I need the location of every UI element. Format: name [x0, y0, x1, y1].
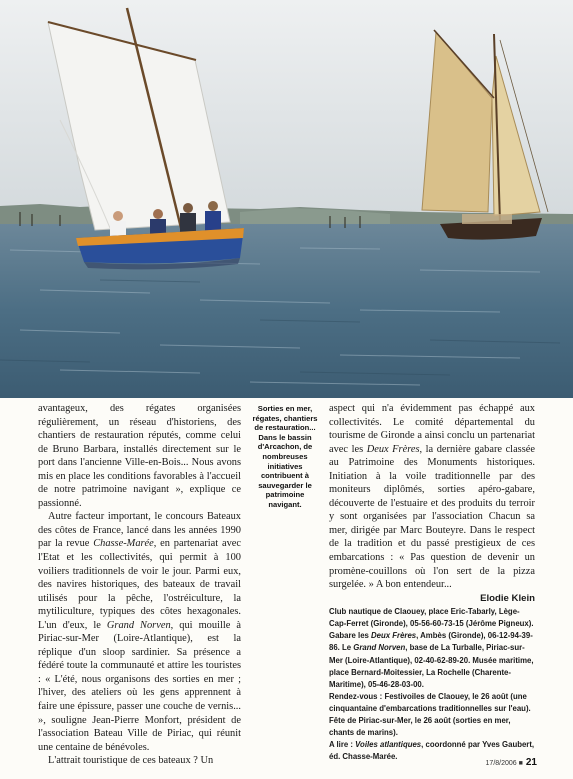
- info-line: Fête de Piriac-sur-Mer, le 26 août (sorties en mer, chants de marins).: [329, 716, 511, 738]
- photo-caption: Sorties en mer, régates, chantiers de restauration... Dans le bassin d'Arcachon, de nombreuses initiatives contribuent à sauvegarder le patrimoine navigant.: [252, 404, 318, 509]
- page-footer: 17/8/2006 ■ 21: [485, 757, 537, 768]
- info-line: Club nautique de Claouey, place Eric-Tabarly, Lège-Cap-Ferret (Gironde), 05-56-60-73-15 (Jérôme Pigneux).: [329, 607, 534, 629]
- article-column-1: [38, 402, 241, 768]
- paragraph: avantageux, des régates organisées régulièrement, un réseau d'historiens, des chantiers de restauration réputés, comme celui de Bruno Barbara, installés directement sur le port dans l'ancienne Ville-en-Bois... Nous avons mis en place les conditions favorables à l'accueil de notre patrimoine navigant », explique ce passionné.: [38, 403, 241, 509]
- article-column-2: [329, 402, 535, 763]
- issue-date: 17/8/2006: [485, 760, 517, 767]
- paragraph: L'attrait touristique de ces bateaux ? Un: [48, 755, 214, 767]
- author-signature: Elodie Klein: [480, 592, 535, 604]
- paragraph: aspect qui n'a évidemment pas échappé aux collectivités. Le comité départemental du tourisme de Gironde a ainsi conclu un partenariat avec les Deux Frères, la dernière gabare classée au Patrimoine des Monuments historiques. Initiation à la voile traditionnelle par des moniteurs diplômés, sorties apéro-gabare, découverte de l'estuaire et des produits du terroir y sont organisées par l'association Chacun sa mer, dirigée par Marc Bouteyre. Dans le respect de la tradition et du passé prestigieux de ces embarcations : « Pas question de devenir un promène-couillons où l'on sert de la pizza surgelée. » A bon entendeur...: [329, 403, 535, 591]
- page-number: 21: [525, 757, 537, 768]
- paragraph: Autre facteur important, le concours Bateaux des côtes de France, lancé dans les années 1990 par la revue Chasse-Marée, en partenariat avec l'Etat et les collectivités, qui permit à 100 voiliers traditionnels de voir le jour. Parmi eux, des navires historiques, des bateaux de travail utilisés pour la pêche, l'ostréiculture, la mytiliculture, typiques des côtes hexagonales. L'un d'eux, le Grand Norven, qui mouille à Piriac-sur-Mer (Loire-Atlantique), est la réplique d'un sloop sardinier. Sa présence a fédéré toute la communauté et attire les touristes : « L'été, nous organisons des sorties en mer ; l'hiver, des ateliers où les gens apprennent à faire une épissure, passer une couche de vernis... », souligne Jean-Pierre Monfort, président de l'association Bateau Ville de Piriac, qui réunit une centaine de bénévoles.: [38, 511, 241, 753]
- info-line: Gabare les Deux Frères, Ambès (Gironde), 06-12-94-39-86. Le Grand Norven, base de La Turballe, Piriac-sur-Mer (Loire-Atlantique), 02-40-62-89-20. Musée maritime, place Bernard-Moitessier, La Rochelle (Charente-Maritime), 05-46-28-03-00.: [329, 631, 534, 689]
- info-line: Rendez-vous : Festivoiles de Claouey, le 26 août (une cinquantaine d'embarcations traditionnelles sur l'eau).: [329, 691, 531, 713]
- practical-info: [329, 606, 535, 763]
- info-line: A lire : Voiles atlantiques, coordonné par Yves Gaubert, éd. Chasse-Marée.: [329, 740, 535, 762]
